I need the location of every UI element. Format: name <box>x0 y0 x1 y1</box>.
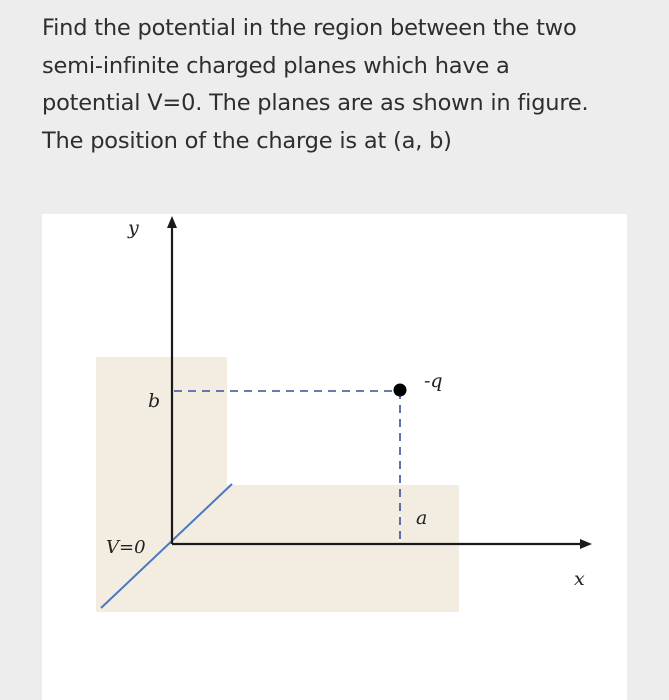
question-text <box>42 10 642 160</box>
question-line: Find the potential in the region between the two <box>42 15 577 41</box>
a-label: a <box>416 507 428 529</box>
x-axis-label: x <box>574 568 585 590</box>
question-line: potential V=0. The planes are as shown in figure. <box>42 90 589 116</box>
question-line: The position of the charge is at (a, b) <box>42 127 452 154</box>
y-axis-label: y <box>128 217 139 239</box>
question-line: semi-infinite charged planes which have a <box>42 52 510 79</box>
figure-diagram <box>42 214 627 700</box>
potential-label: V=0 <box>106 537 146 558</box>
charge-dot <box>394 384 407 397</box>
x-axis-arrow-icon <box>580 539 592 549</box>
figure <box>42 214 627 700</box>
charge-label: -q <box>424 370 443 392</box>
horizontal-plane <box>173 485 459 612</box>
y-axis-arrow-icon <box>167 216 177 228</box>
b-label: b <box>148 390 161 412</box>
